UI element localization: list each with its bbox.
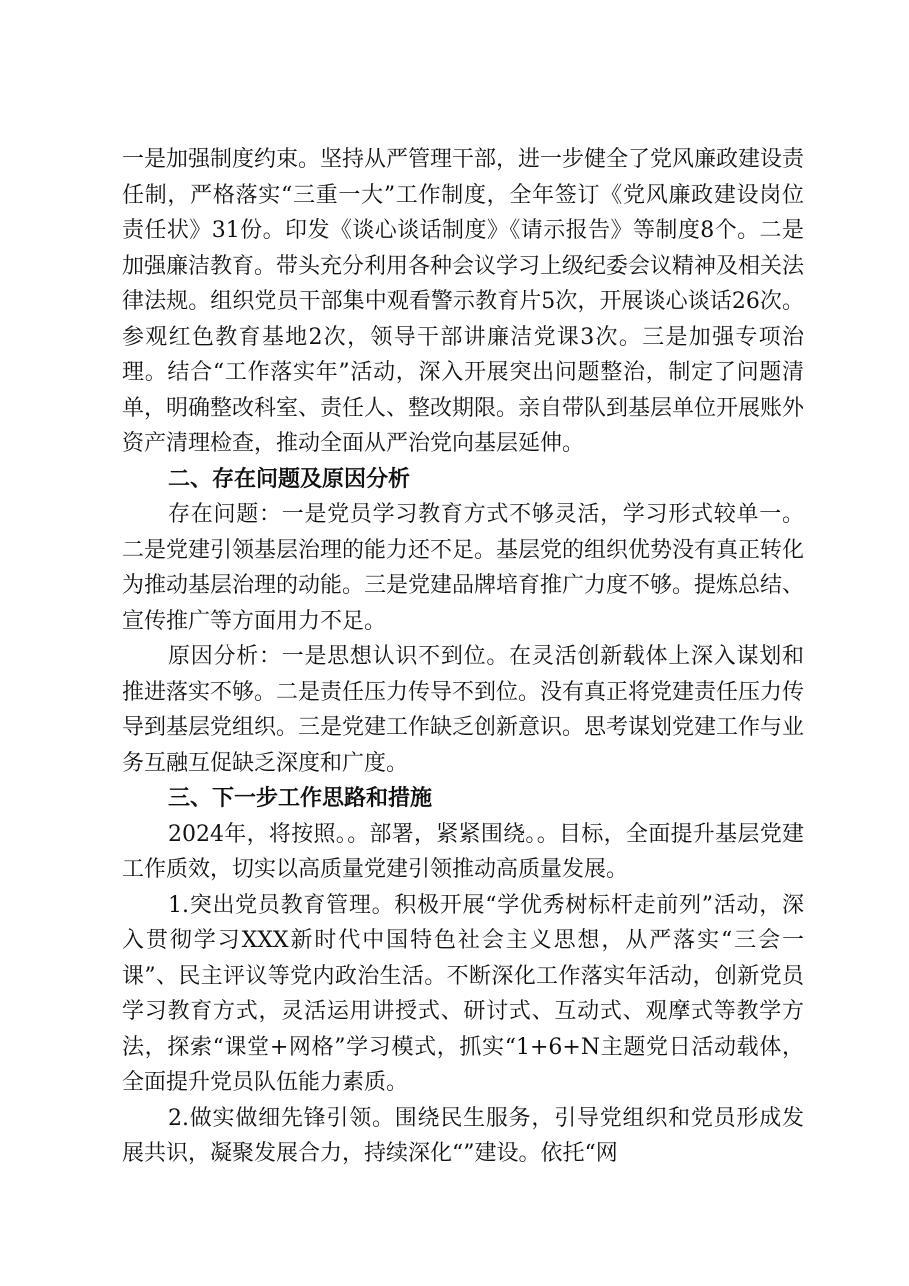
paragraph-2024-plan: 2024年，将按照。。部署，紧紧围绕。。目标，全面提升基层党建工作质效，切实以高质量党建引领推动高质量发展。 — [122, 821, 804, 882]
document-body — [122, 142, 804, 1172]
paragraph-cause-analysis: 原因分析：一是思想认识不到位。在灵活创新载体上深入谋划和推进落实不够。二是责任压力传导不到位。没有真正将党建责任压力传导到基层党组织。三是党建工作缺乏创新意识。思考谋划党建工作与业务互融互促缺乏深度和广度。 — [122, 644, 805, 776]
section-heading-next-steps: 三、下一步工作思路和措施 — [168, 786, 433, 811]
section-heading-problems: 二、存在问题及原因分析 — [168, 466, 411, 492]
paragraph-existing-problems: 存在问题：一是党员学习教育方式不够灵活，学习形式较单一。二是党建引领基层治理的能力还不足。基层党的组织优势没有真正转化为推动基层治理的动能。三是党建品牌培育推广力度不够。提炼总结、宣传推广等方面用力不足。 — [122, 502, 805, 634]
paragraph-discipline-measures: 一是加强制度约束。坚持从严管理干部，进一步健全了党风廉政建设责任制，严格落实“三重一大”工作制度，全年签订《党风廉政建设岗位责任状》31份。印发《谈心谈话制度》《请示报告》等制度8个。二是加强廉洁教育。带头充分利用各种会议学习上级纪委会议精神及相关法律法规。组织党员干部集中观看警示教育片5次，开展谈心谈话26次。参观红色教育基地2次，领导干部讲廉洁党课3次。三是加强专项治理。结合“工作落实年”活动，深入开展突出问题整治，制定了问题清单，明确整改科室、责任人、整改期限。亲自带队到基层单位开展账外资产清理检查，推动全面从严治党向基层延伸。 — [122, 147, 805, 456]
paragraph-party-education: 1.突出党员教育管理。积极开展“学优秀树标杆走前列”活动，深入贯彻学习XXX新时代中国特色社会主义思想，从严落实“三会一课”、民主评议等党内政治生活。不断深化工作落实年活动，创新党员学习教育方式，灵活运用讲授式、研讨式、互动式、观摩式等教学方法，探索“课堂+网格”学习模式，抓实“1+6+N主题党日活动载体，全面提升党员队伍能力素质。 — [122, 892, 804, 1095]
paragraph-vanguard-leadership: 2.做实做细先锋引领。围绕民生服务，引导党组织和党员形成发展共识，凝聚发展合力，持续深化“”建设。依托“网 — [122, 1105, 804, 1166]
